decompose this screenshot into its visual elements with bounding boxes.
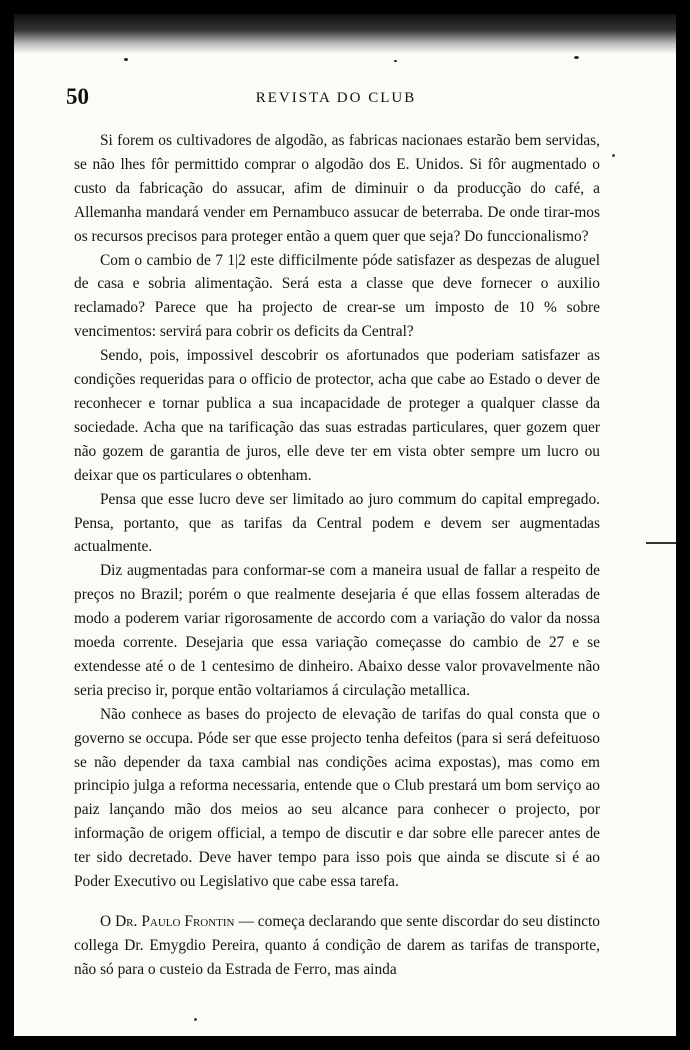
speaker-name: O Dr. Paulo Frontin: [100, 913, 235, 930]
margin-mark: [646, 542, 676, 544]
scan-speck: [574, 56, 579, 59]
margin-dot: [194, 1018, 197, 1021]
scan-speck: [124, 58, 128, 61]
paragraph: Si forem os cultivadores de algodão, as fabricas nacionaes estarão bem servidas, se não lhes fôr permittido comprar o algodão dos E. Unidos. Si fôr augmentado o custo da fabricação do assucar, afim de diminuir o da producção do café, a Allemanha mandará vender em Pernambuco assucar de beterraba. De onde tirar-mos os recursos precisos para proteger então a quem quer que seja? Do funccionalismo?: [74, 132, 600, 245]
paragraph: Sendo, pois, impossivel descobrir os afortunados que poderiam satisfazer as condições requeridas para o officio de protector, acha que cabe ao Estado o dever de reconhecer e tornar publica a sua incapacidade de proteger a qualquer classe da sociedade. Acha que na tarificação das suas estradas particulares, quer gozem quer não gozem de garantia de juros, elle deve ter em vista obter sempre um lucro ou deixar que os particulares o obtenham.: [74, 347, 600, 484]
speaker-text: — começa declarando que sente discordar do seu distincto collega Dr. Emygdio Pereira, quanto á condição de darem as tarifas de transporte, não só para o custeio da Estrada de Ferro, mas ainda: [74, 913, 600, 978]
article-body: [74, 129, 600, 982]
margin-dot: [612, 154, 615, 157]
scan-dark-edge: [14, 14, 676, 54]
paragraph: Com o cambio de 7 1|2 este difficilmente póde satisfazer as despezas de aluguel de casa e sobria alimentação. Será esta a classe que deve fornecer o auxilio reclamado? Parece que ha projecto de crear-se um imposto de 10 % sobre vencimentos: servirá para cobrir os deficits da Central?: [74, 251, 600, 341]
document-page: [14, 14, 676, 1036]
speaker-paragraph: [74, 910, 600, 982]
page-number: 50: [66, 84, 89, 109]
paragraph: Pensa que esse lucro deve ser limitado ao juro commum do capital empregado. Pensa, portanto, que as tarifas da Central podem e devem ser augmentadas actualmente.: [74, 490, 600, 556]
page-header: [66, 84, 606, 114]
running-head: REVISTA DO CLUB: [255, 90, 417, 106]
scan-speck: [394, 60, 397, 62]
paragraph: Diz augmentadas para conformar-se com a maneira usual de fallar a respeito de preços no Brazil; porém o que realmente desejaria é que ellas fossem alteradas de modo a poderem variar rigorosamente de accordo com a variação do valor da nossa moeda corrente. Desejaria que essa variação começasse do cambio de 27 e se extendesse até o de 1 centesimo de dinheiro. Abaixo desse valor provavelmente não seria preciso ir, porque então voltariamos á circulação metallica.: [74, 562, 600, 699]
paragraph: Não conhece as bases do projecto de elevação de tarifas do qual consta que o governo se occupa. Póde ser que esse projecto tenha defeitos (para si será defeituoso se não depender da taxa cambial nas condições acima expostas), mas como em principio julga a reforma necessaria, entende que o Club prestará um bom serviço ao paiz lançando mão dos meios ao seu alcance para conhecer o projecto, por informação de origem official, a tempo de discutir e dar sobre elle parecer antes de ter sido decretado. Deve haver tempo para isso pois que ainda se discute si é ao Poder Executivo ou Legislativo que cabe essa tarefa.: [74, 705, 600, 891]
